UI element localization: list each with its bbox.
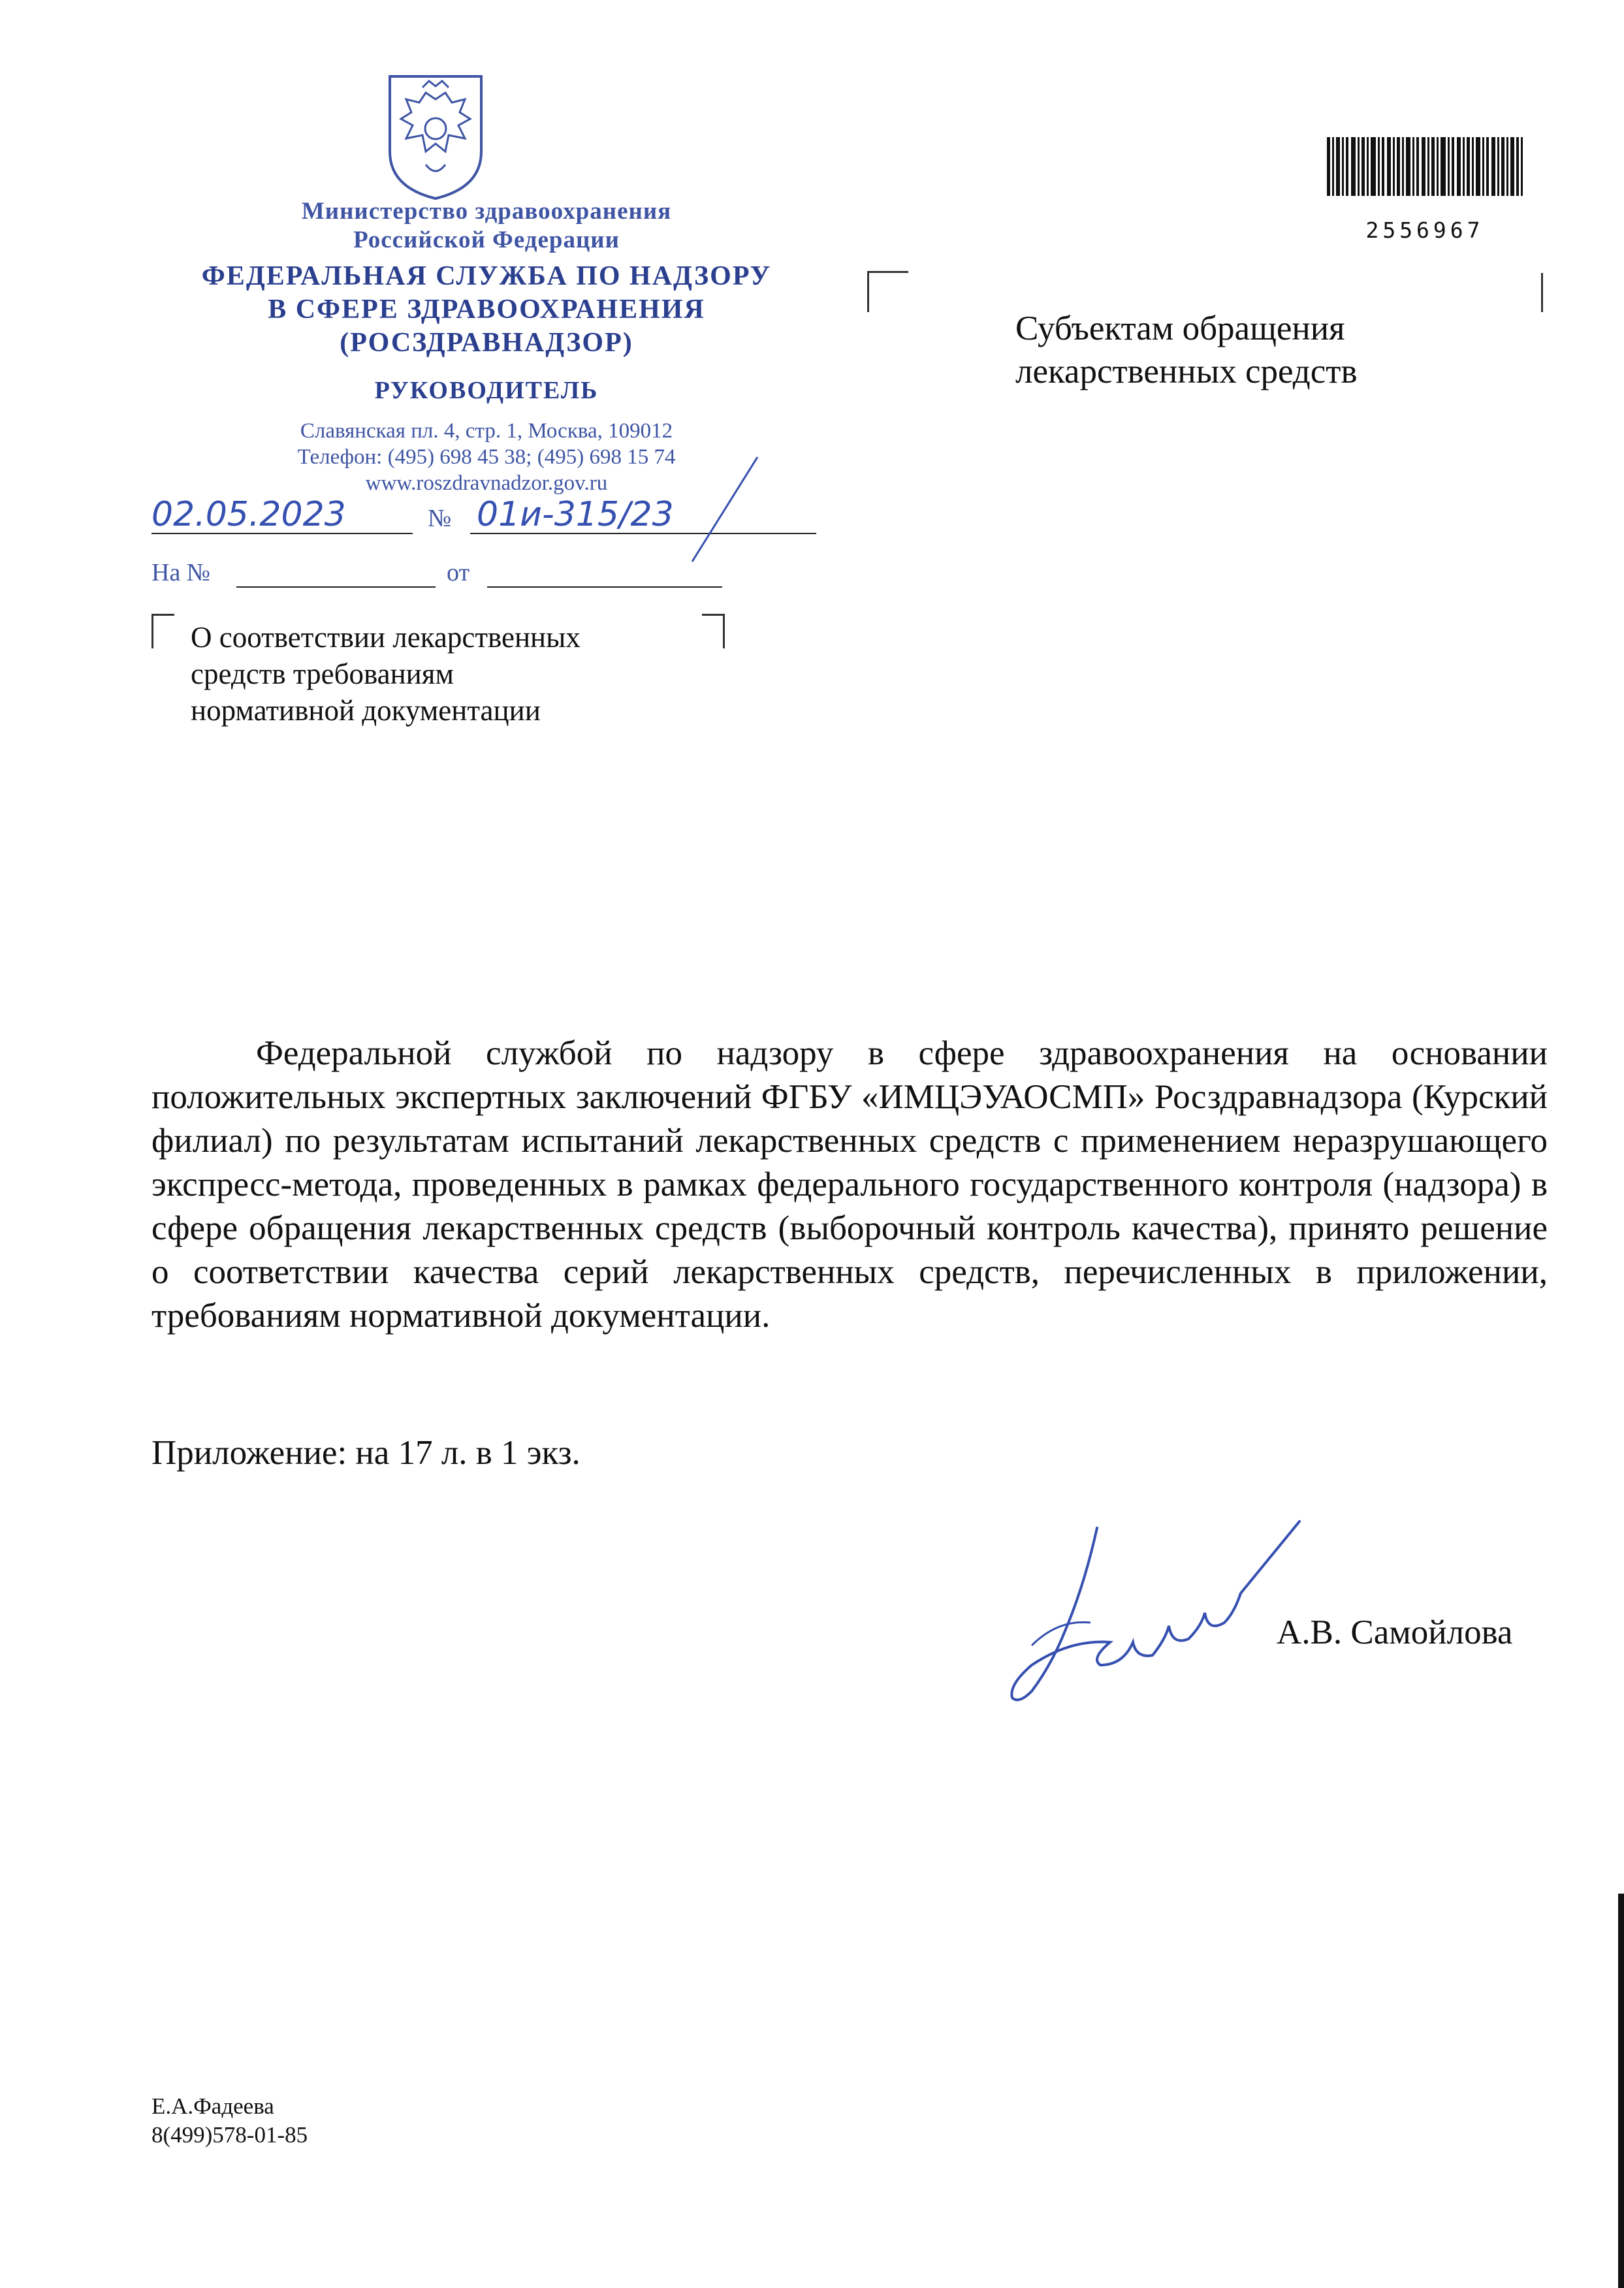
executor-contact [151,2092,308,2150]
window-corner-left [867,271,908,312]
recipient-line1: Субъектам обращения [1015,310,1345,347]
slash-mark [686,451,764,568]
from-underline [487,586,722,588]
attachment-note: Приложение: на 17 л. в 1 экз. [151,1434,581,1472]
body-paragraph: Федеральной службой по надзору в сфере здравоохранения на основании положительных экспертных заключений ФГБУ «ИМЦЭУАОСМП» Росздравнадзора (Курский филиал) по результатам испытаний лекарственных средств с применением неразрушающего экспресс-метода, проведенных в рамках федерального государственного контроля (надзора) в сфере обращения лекарственных средств (выборочный контроль качества), принято решение о соответствии качества серий лекарственных средств, перечисленных в приложении, требованиям нормативной документации. [151,1034,1548,1335]
barcode-number: 2556967 [1365,217,1484,243]
service-line3: (РОСЗДРАВНАДЗОР) [340,328,633,358]
executor-phone: 8(499)578-01-85 [151,2122,308,2148]
service-name [124,260,849,360]
ref-underline [236,586,436,588]
ministry-line2: Российской Федерации [353,227,620,253]
ref-label: На № [151,559,211,586]
from-label: от [447,559,470,586]
letterhead-heading: РУКОВОДИТЕЛЬ [374,377,599,404]
registration-date: 02.05.2023 [151,495,346,534]
subject-line2: средств требованиям [191,658,454,690]
signatory-name: А.В. Самойлова [1277,1613,1513,1651]
subject-line3: нормативной документации [191,694,541,727]
scan-edge-mark [1618,1894,1624,2288]
recipient-line2: лекарственных средств [1015,353,1358,390]
ministry-line1: Министерство здравоохранения [301,198,672,225]
website: www.roszdravnadzor.gov.ru [365,471,608,495]
address: Славянская пл. 4, стр. 1, Москва, 109012 [300,419,673,443]
barcode [1327,137,1523,219]
service-line1: ФЕДЕРАЛЬНАЯ СЛУЖБА ПО НАДЗОРУ [201,261,772,291]
number-sign: № [428,505,452,532]
phone: Телефон: (495) 698 45 38; (495) 698 15 74 [297,445,676,469]
date-underline [151,533,413,534]
subject-bracket-left [151,614,174,648]
coat-of-arms-emblem [387,73,485,201]
executor-name: Е.А.Фадеева [151,2093,274,2119]
number-underline [470,533,816,534]
ministry-name [124,197,849,255]
subject [191,619,581,729]
subject-bracket-right [702,614,725,648]
service-line2: В СФЕРЕ ЗДРАВООХРАНЕНИЯ [268,294,705,325]
registration-number: 01и-315/23 [477,495,674,534]
recipient [1015,307,1357,393]
subject-line1: О соответствии лекарственных [191,621,581,654]
letter-body [151,1032,1548,1338]
window-corner-right [1541,273,1543,312]
